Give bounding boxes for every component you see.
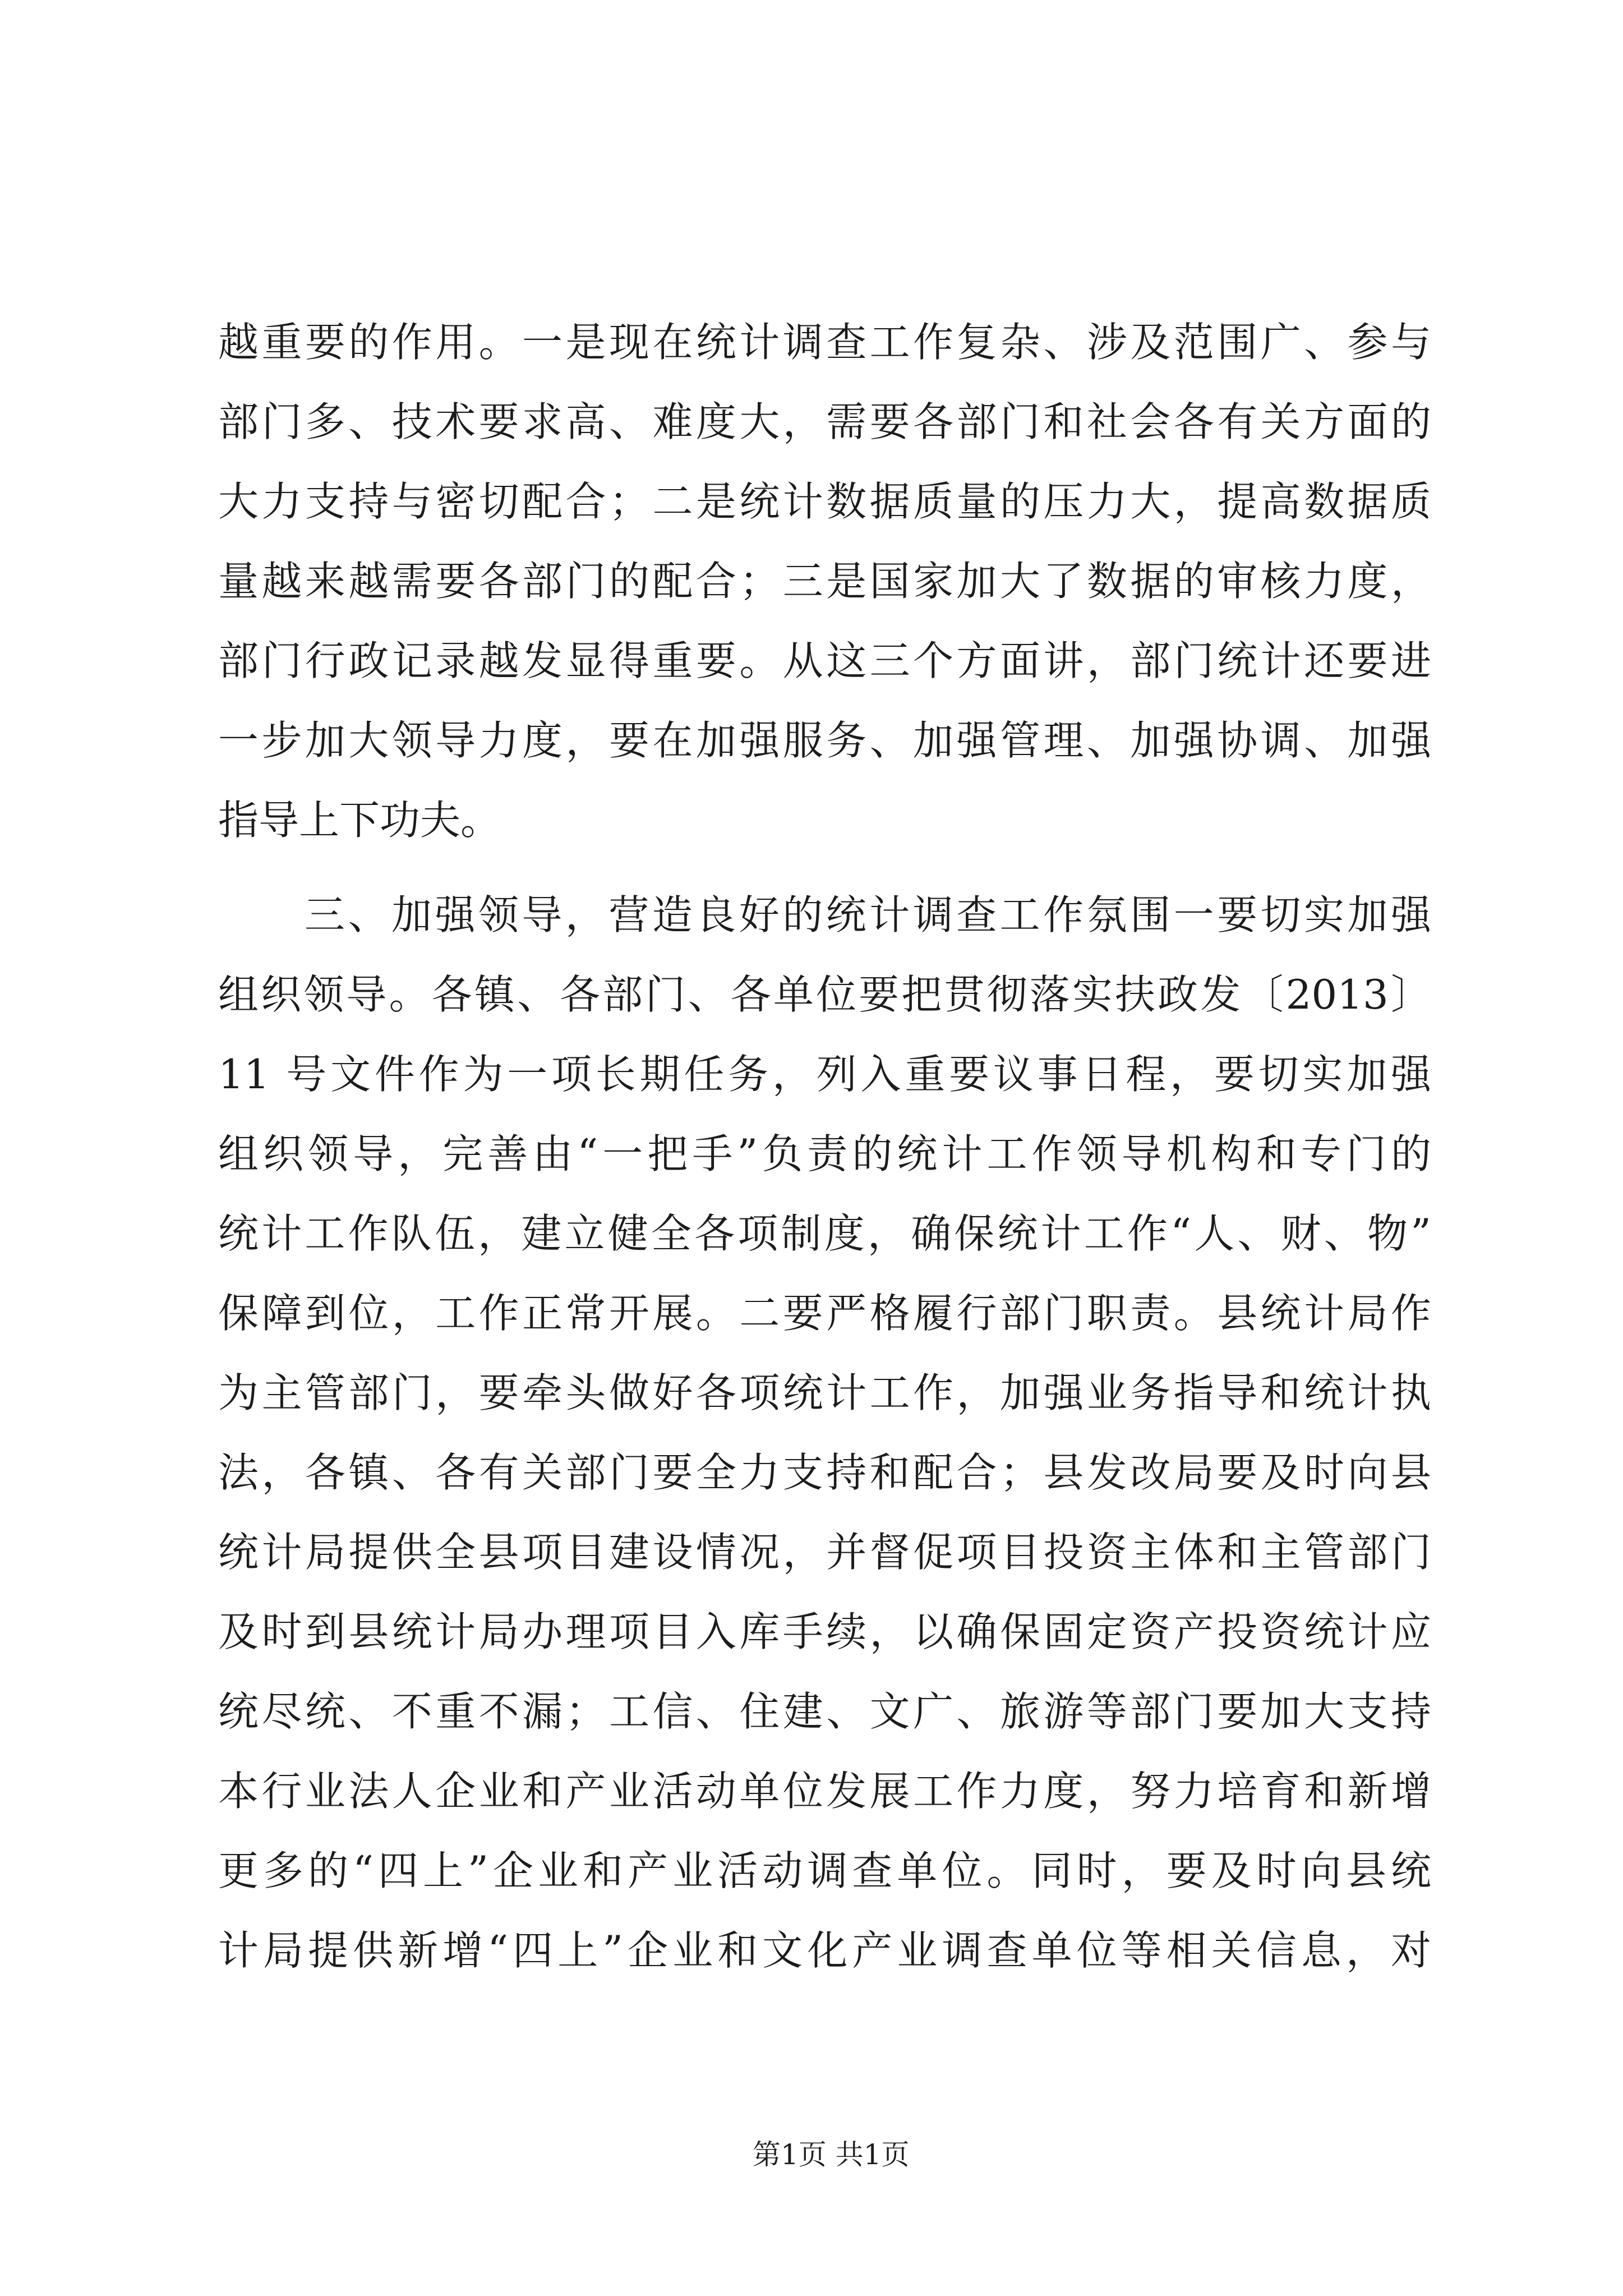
text-line: 部门多、技术要求高、难度大，需要各部门和社会各有关方面的 — [218, 398, 1431, 445]
text-line: 统计工作队伍，建立健全各项制度，确保统计工作“人、财、物” — [218, 1210, 1431, 1257]
paragraph-2 — [218, 875, 1431, 1990]
text-line: 计局提供新增“四上”企业和文化产业调查单位等相关信息，对 — [218, 1927, 1431, 1974]
paragraph-1 — [218, 302, 1431, 860]
text-line: 更多的“四上”企业和产业活动调查单位。同时，要及时向县统 — [218, 1847, 1431, 1894]
text-line: 11 号文件作为一项长期任务，列入重要议事日程，要切实加强 — [218, 1051, 1431, 1098]
text-line: 大力支持与密切配合；二是统计数据质量的压力大，提高数据质 — [218, 478, 1431, 525]
text-line: 组织领导。各镇、各部门、各单位要把贯彻落实扶政发〔2013〕 — [218, 971, 1431, 1018]
text-line: 量越来越需要各部门的配合；三是国家加大了数据的审核力度， — [218, 558, 1431, 605]
text-line: 及时到县统计局办理项目入库手续，以确保固定资产投资统计应 — [218, 1608, 1431, 1655]
text-line: 组织领导，完善由“一把手”负责的统计工作领导机构和专门的 — [218, 1130, 1431, 1177]
text-line: 统尽统、不重不漏；工信、住建、文广、旅游等部门要加大支持 — [218, 1688, 1431, 1735]
text-line: 本行业法人企业和产业活动单位发展工作力度，努力培育和新增 — [218, 1768, 1431, 1815]
body-text — [218, 302, 1431, 1990]
text-line: 越重要的作用。一是现在统计调查工作复杂、涉及范围广、参与 — [218, 319, 1431, 366]
text-line: 保障到位，工作正常开展。二要严格履行部门职责。县统计局作 — [218, 1290, 1431, 1337]
text-line: 统计局提供全县项目建设情况，并督促项目投资主体和主管部门 — [218, 1529, 1431, 1576]
text-line: 法，各镇、各有关部门要全力支持和配合；县发改局要及时向县 — [218, 1449, 1431, 1496]
section-heading-line: 三、加强领导，营造良好的统计调查工作氛围一要切实加强 — [305, 891, 1431, 938]
page-number-footer: 第1页 共1页 — [753, 2138, 910, 2171]
text-line: 部门行政记录越发显得重要。从这三个方面讲，部门统计还要进 — [218, 637, 1431, 684]
text-line: 为主管部门，要牵头做好各项统计工作，加强业务指导和统计执 — [218, 1369, 1431, 1416]
text-line: 指导上下功夫。 — [218, 797, 501, 844]
text-line: 一步加大领导力度，要在加强服务、加强管理、加强协调、加强 — [218, 717, 1431, 764]
